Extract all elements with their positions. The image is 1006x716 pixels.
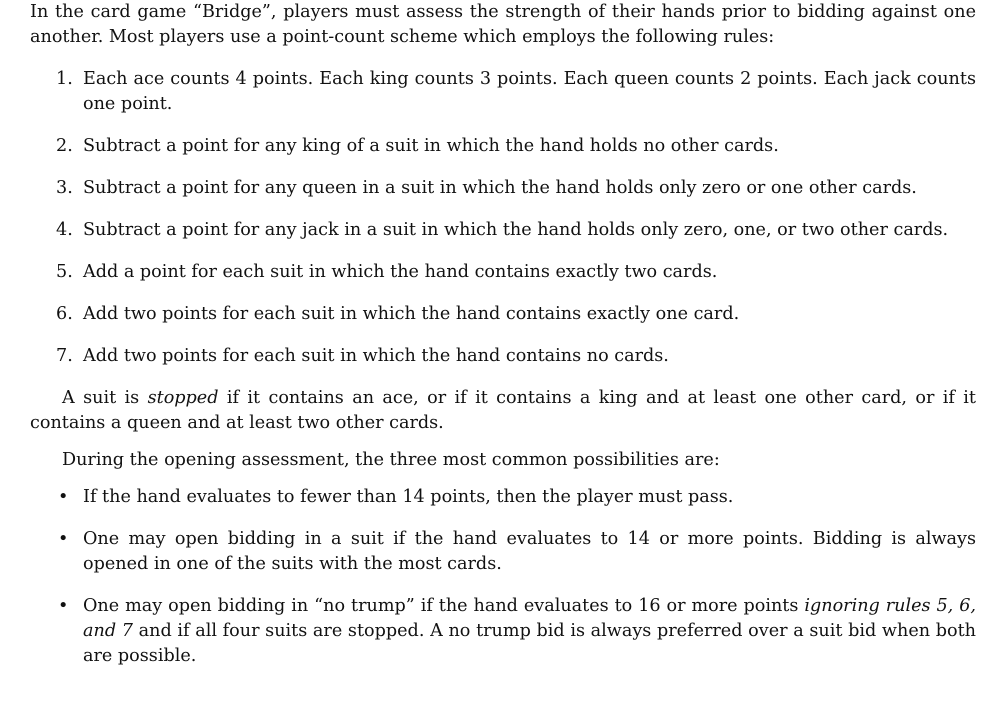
possibility-text xyxy=(83,596,976,666)
possibility-text-after: and if all four suits are stopped. A no trump bid is always preferred over a suit bid when both are possible. xyxy=(83,621,976,666)
rule-number: 7. xyxy=(56,346,73,366)
rule-item xyxy=(30,134,976,159)
bullet-icon: • xyxy=(58,529,69,549)
rule-text: Subtract a point for any king of a suit in which the hand holds no other cards. xyxy=(83,136,779,156)
rule-item xyxy=(30,176,976,201)
rule-number: 5. xyxy=(56,262,73,282)
rule-item xyxy=(30,260,976,285)
possibility-text-before: One may open bidding in “no trump” if the hand evaluates to 16 or more points xyxy=(83,596,805,616)
rule-item xyxy=(30,67,976,117)
rule-text: Add two points for each suit in which the hand contains no cards. xyxy=(83,346,669,366)
rule-text: Subtract a point for any jack in a suit in which the hand holds only zero, one, or two other cards. xyxy=(83,220,949,240)
stopped-text-before: A suit is xyxy=(62,388,148,408)
possibility-item xyxy=(30,485,976,510)
rule-item xyxy=(30,302,976,327)
possibilities-list xyxy=(30,485,976,669)
stopped-text-after: if it contains an ace, or if it contains a king and at least one other card, or if it contains a queen and at least two other cards. xyxy=(30,388,976,433)
rule-text: Add a point for each suit in which the hand contains exactly two cards. xyxy=(83,262,718,282)
rule-number: 4. xyxy=(56,220,73,240)
possibility-item xyxy=(30,594,976,669)
rule-item xyxy=(30,218,976,243)
bullet-icon: • xyxy=(58,596,69,616)
rules-list xyxy=(30,67,976,369)
bullet-icon: • xyxy=(58,487,69,507)
rule-text: Add two points for each suit in which the hand contains exactly one card. xyxy=(83,304,740,324)
assessment-intro: During the opening assessment, the three most common possibilities are: xyxy=(62,450,720,470)
rule-number: 1. xyxy=(56,69,73,89)
stopped-definition xyxy=(30,386,976,436)
rule-number: 6. xyxy=(56,304,73,324)
rule-text: Subtract a point for any queen in a suit in which the hand holds only zero or one other cards. xyxy=(83,178,917,198)
possibility-text-emphasis: ignoring rules 5, 6, and 7 xyxy=(83,596,976,641)
possibility-text: If the hand evaluates to fewer than 14 points, then the player must pass. xyxy=(83,487,734,507)
intro-paragraph: In the card game “Bridge”, players must assess the strength of their hands prior to bidding against one another. Most players use a point-count scheme which employs the following rules: xyxy=(30,2,976,47)
rule-item xyxy=(30,344,976,369)
stopped-term: stopped xyxy=(147,388,219,408)
rule-number: 2. xyxy=(56,136,73,156)
possibility-text: One may open bidding in a suit if the hand evaluates to 14 or more points. Bidding is always opened in one of the suits with the most cards. xyxy=(83,529,976,574)
possibility-item xyxy=(30,527,976,577)
rule-text: Each ace counts 4 points. Each king counts 3 points. Each queen counts 2 points. Each jack counts one point. xyxy=(83,69,976,114)
rule-number: 3. xyxy=(56,178,73,198)
